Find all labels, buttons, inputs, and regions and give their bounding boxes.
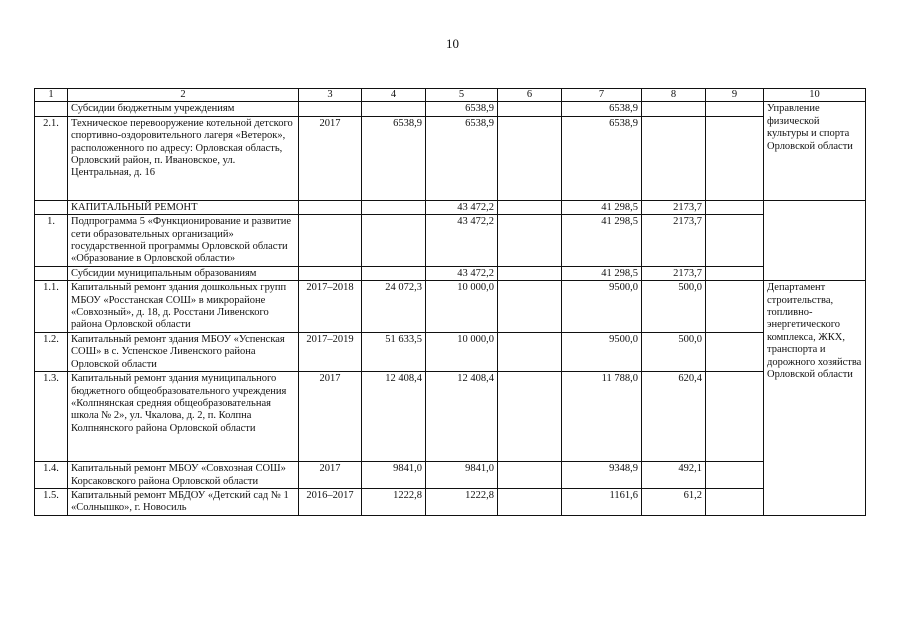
row-label: Капитальный ремонт здания муниципального бюджетного общеобразовательного учреждения «Колпнянская средняя общеобразовательная школа № 2», ул. Чкалова, д. 2, п. Колпна Колпнянского района Орловской области bbox=[68, 372, 299, 462]
row-number: 1.2. bbox=[35, 332, 68, 371]
page-number: 10 bbox=[446, 36, 459, 51]
table-row bbox=[35, 102, 866, 116]
table-row bbox=[35, 332, 866, 371]
column-header: 3 bbox=[299, 89, 362, 102]
column-number-row bbox=[35, 89, 866, 102]
table-row bbox=[35, 266, 866, 280]
cell-value: 500,0 bbox=[642, 281, 706, 333]
cell-value: 9841,0 bbox=[362, 462, 426, 489]
row-label: КАПИТАЛЬНЫЙ РЕМОНТ bbox=[68, 200, 299, 214]
cell-value: 500,0 bbox=[642, 332, 706, 371]
row-label: Капитальный ремонт МБОУ «Совхозная СОШ» Корсаковского района Орловской области bbox=[68, 462, 299, 489]
table-row bbox=[35, 200, 866, 214]
table-row bbox=[35, 372, 866, 462]
cell-period: 2017 bbox=[299, 462, 362, 489]
cell-period bbox=[299, 215, 362, 267]
cell-period: 2017 bbox=[299, 372, 362, 462]
cell-value: 43 472,2 bbox=[426, 200, 498, 214]
responsible-agency: Управление физической культуры и спорта Орловской области bbox=[764, 102, 866, 200]
cell-value bbox=[498, 462, 562, 489]
table-row bbox=[35, 462, 866, 489]
row-number: 1.3. bbox=[35, 372, 68, 462]
table-row bbox=[35, 281, 866, 333]
cell-value bbox=[498, 488, 562, 515]
cell-value: 61,2 bbox=[642, 488, 706, 515]
cell-value: 12 408,4 bbox=[426, 372, 498, 462]
cell-value bbox=[362, 102, 426, 116]
responsible-agency-empty bbox=[764, 200, 866, 280]
cell-value: 41 298,5 bbox=[562, 200, 642, 214]
cell-value: 6538,9 bbox=[426, 102, 498, 116]
row-label: Субсидии муниципальным образованиям bbox=[68, 266, 299, 280]
row-number bbox=[35, 102, 68, 116]
row-number: 1. bbox=[35, 215, 68, 267]
cell-value bbox=[498, 281, 562, 333]
column-header: 2 bbox=[68, 89, 299, 102]
cell-period: 2017–2019 bbox=[299, 332, 362, 371]
cell-value bbox=[706, 200, 764, 214]
cell-value: 43 472,2 bbox=[426, 215, 498, 267]
cell-value: 43 472,2 bbox=[426, 266, 498, 280]
cell-period bbox=[299, 200, 362, 214]
cell-value: 24 072,3 bbox=[362, 281, 426, 333]
cell-value: 41 298,5 bbox=[562, 266, 642, 280]
column-header: 4 bbox=[362, 89, 426, 102]
responsible-agency: Департамент строительства, топливно-энергетического комплекса, ЖКХ, транспорта и дорожного хозяйства Орловской области bbox=[764, 281, 866, 515]
cell-value: 2173,7 bbox=[642, 266, 706, 280]
cell-period: 2017 bbox=[299, 116, 362, 200]
cell-value bbox=[498, 332, 562, 371]
row-number: 1.5. bbox=[35, 488, 68, 515]
cell-value: 10 000,0 bbox=[426, 281, 498, 333]
cell-value: 9500,0 bbox=[562, 281, 642, 333]
cell-value: 6538,9 bbox=[362, 116, 426, 200]
cell-value bbox=[362, 200, 426, 214]
cell-value: 11 788,0 bbox=[562, 372, 642, 462]
cell-value: 9500,0 bbox=[562, 332, 642, 371]
cell-period: 2017–2018 bbox=[299, 281, 362, 333]
cell-value bbox=[362, 266, 426, 280]
column-header: 5 bbox=[426, 89, 498, 102]
cell-value bbox=[706, 462, 764, 489]
row-label: Субсидии бюджетным учреждениям bbox=[68, 102, 299, 116]
cell-value: 1161,6 bbox=[562, 488, 642, 515]
cell-value bbox=[642, 102, 706, 116]
cell-value bbox=[498, 215, 562, 267]
column-header: 10 bbox=[764, 89, 866, 102]
cell-value bbox=[362, 215, 426, 267]
table-row bbox=[35, 116, 866, 200]
cell-value bbox=[706, 266, 764, 280]
cell-value bbox=[706, 281, 764, 333]
row-label: Техническое перевооружение котельной детского спортивно-оздоровительного лагеря «Ветерок», расположенного по адресу: Орловская область, Орловский район, п. Ивановское, ул. Центральная, д. 16 bbox=[68, 116, 299, 200]
row-label: Подпрограмма 5 «Функционирование и развитие сети образовательных организаций» государственной программы Орловской области «Образование в Орловской области» bbox=[68, 215, 299, 267]
column-header: 7 bbox=[562, 89, 642, 102]
column-header: 8 bbox=[642, 89, 706, 102]
column-header: 6 bbox=[498, 89, 562, 102]
table-row bbox=[35, 488, 866, 515]
cell-period: 2016–2017 bbox=[299, 488, 362, 515]
cell-value: 2173,7 bbox=[642, 215, 706, 267]
cell-value bbox=[498, 266, 562, 280]
table-row bbox=[35, 215, 866, 267]
cell-value: 6538,9 bbox=[426, 116, 498, 200]
row-label: Капитальный ремонт здания МБОУ «Успенская СОШ» в с. Успенское Ливенского района Орловской области bbox=[68, 332, 299, 371]
cell-value: 51 633,5 bbox=[362, 332, 426, 371]
program-table bbox=[34, 88, 866, 516]
cell-value: 10 000,0 bbox=[426, 332, 498, 371]
cell-value: 1222,8 bbox=[426, 488, 498, 515]
cell-value: 6538,9 bbox=[562, 102, 642, 116]
row-number: 1.4. bbox=[35, 462, 68, 489]
cell-value: 2173,7 bbox=[642, 200, 706, 214]
cell-value bbox=[706, 372, 764, 462]
cell-value bbox=[706, 332, 764, 371]
row-label: Капитальный ремонт МБДОУ «Детский сад № 1 «Солнышко», г. Новосиль bbox=[68, 488, 299, 515]
cell-value bbox=[498, 116, 562, 200]
cell-period bbox=[299, 266, 362, 280]
cell-value bbox=[706, 102, 764, 116]
row-number: 2.1. bbox=[35, 116, 68, 200]
cell-value bbox=[706, 116, 764, 200]
row-label: Капитальный ремонт здания дошкольных групп МБОУ «Росстанская СОШ» в микрорайоне «Совхозный», д. 18, д. Росстани Ливенского района Орловской области bbox=[68, 281, 299, 333]
cell-value: 620,4 bbox=[642, 372, 706, 462]
cell-period bbox=[299, 102, 362, 116]
cell-value bbox=[706, 488, 764, 515]
row-number bbox=[35, 200, 68, 214]
cell-value: 9348,9 bbox=[562, 462, 642, 489]
column-header: 9 bbox=[706, 89, 764, 102]
cell-value bbox=[642, 116, 706, 200]
column-header: 1 bbox=[35, 89, 68, 102]
cell-value bbox=[498, 372, 562, 462]
row-number: 1.1. bbox=[35, 281, 68, 333]
row-number bbox=[35, 266, 68, 280]
cell-value: 6538,9 bbox=[562, 116, 642, 200]
cell-value bbox=[498, 200, 562, 214]
cell-value: 1222,8 bbox=[362, 488, 426, 515]
cell-value: 12 408,4 bbox=[362, 372, 426, 462]
cell-value: 492,1 bbox=[642, 462, 706, 489]
cell-value: 41 298,5 bbox=[562, 215, 642, 267]
cell-value: 9841,0 bbox=[426, 462, 498, 489]
cell-value bbox=[706, 215, 764, 267]
cell-value bbox=[498, 102, 562, 116]
